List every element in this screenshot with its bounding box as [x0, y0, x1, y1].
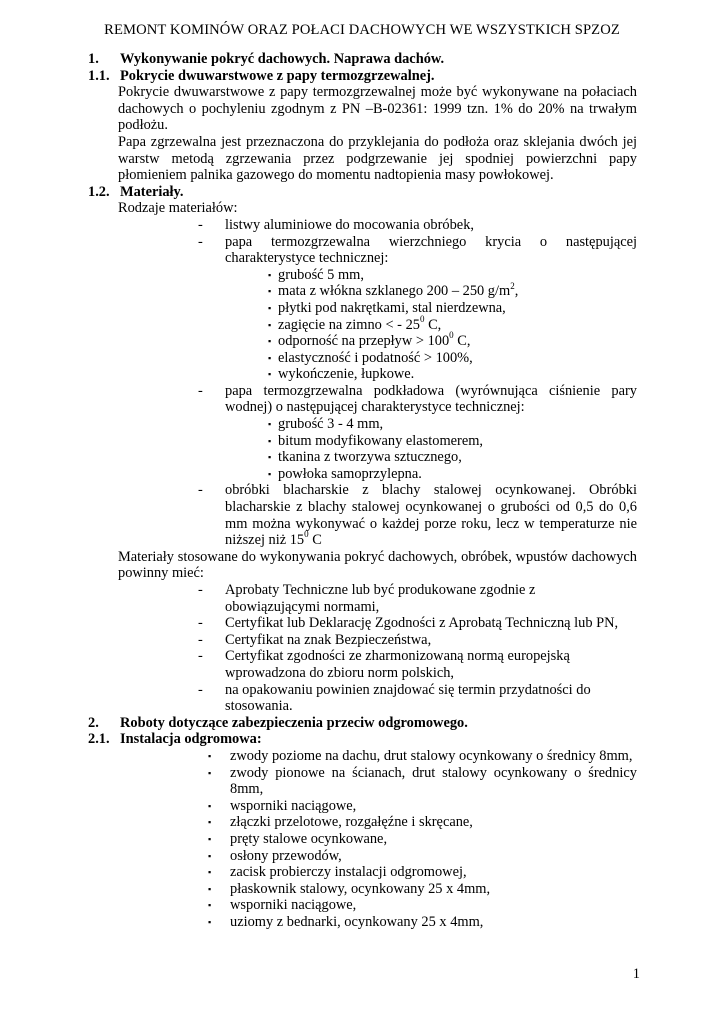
sub-list-item-text: elastyczność i podatność > 100%, — [278, 349, 473, 366]
text: obróbki blacharskie z blachy stalowej ocynkowanej. Obróbki blacharskie z blachy stalowej ocynkowanej o grubości od 0,5 do 0,6 mm można wykonywać o każdej porze roku, lecz w temperaturze nie niższej niż 15 — [225, 482, 637, 549]
list-item-text: Certyfikat na znak Bezpieczeństwa, — [225, 631, 432, 648]
section-title: Roboty dotyczące zabezpieczenia przeciw odgromowego. — [120, 714, 468, 731]
section-number: 2. — [88, 714, 99, 731]
section-2-heading — [88, 715, 637, 732]
square-bullet-icon: ▪ — [208, 916, 212, 927]
list-item — [208, 814, 637, 831]
list-item-text: pręty stalowe ocynkowane, — [230, 830, 388, 847]
list-item — [208, 848, 637, 865]
sub-list-item-text — [278, 330, 637, 350]
text: C, — [453, 333, 471, 350]
square-bullet-icon: ▪ — [208, 800, 212, 811]
list-item — [208, 748, 637, 765]
sub-list-item — [268, 267, 637, 284]
square-bullet-icon: ▪ — [208, 750, 212, 761]
square-bullet-icon: ▪ — [268, 352, 272, 363]
section-title: Wykonywanie pokryć dachowych. Naprawa dachów. — [120, 51, 445, 67]
list-item — [196, 632, 637, 649]
list-item-text: wsporniki naciągowe, — [230, 797, 357, 814]
sub-list-item-text: powłoka samoprzylepna. — [278, 465, 422, 482]
sub-list-item — [268, 449, 637, 466]
dash-marker: - — [198, 631, 203, 648]
list-item-text: zwody poziome na dachu, drut stalowy ocynkowany o średnicy 8mm, — [230, 747, 633, 764]
square-bullet-icon: ▪ — [208, 850, 212, 861]
list-item — [196, 648, 637, 681]
sub-list-item — [268, 366, 637, 383]
square-bullet-icon: ▪ — [268, 286, 272, 297]
text: mata z włókna szklanego 200 – 250 g/m — [278, 283, 511, 300]
list-item-text: zacisk probierczy instalacji odgromowej, — [230, 864, 467, 881]
list-item — [208, 864, 637, 881]
list-item-text: Certyfikat zgodności ze zharmonizowaną normą europejską wprowadzona do zbioru norm polskich, — [225, 648, 570, 681]
page-header: REMONT KOMINÓW ORAZ POŁACI DACHOWYCH WE WSZYSTKICH SPZOZ — [104, 22, 620, 38]
paragraph: Materiały stosowane do wykonywania pokryć dachowych, obróbek, wpustów dachowych powinny mieć: — [118, 548, 637, 582]
list-item — [196, 482, 637, 548]
sub-list-item — [268, 330, 637, 350]
square-bullet-icon: ▪ — [268, 319, 272, 330]
dash-marker: - — [198, 615, 203, 632]
dash-marker: - — [198, 582, 203, 598]
list-item — [196, 234, 637, 267]
square-bullet-icon: ▪ — [268, 369, 272, 380]
superscript: 0 — [419, 313, 425, 324]
dash-marker: - — [198, 482, 203, 499]
text: zagięcie na zimno < - 25 — [278, 316, 420, 333]
list-item-text: wsporniki naciągowe, — [230, 897, 357, 914]
sub-list-item-text — [278, 280, 637, 300]
sub-list-item — [268, 300, 637, 317]
lightning-protection-list — [88, 748, 637, 931]
section-1-2-heading — [88, 184, 637, 201]
list-item — [196, 615, 637, 632]
list-item-text: Aprobaty Techniczne lub być produkowane zgodnie z obowiązującymi normami, — [225, 582, 536, 615]
list-item — [208, 765, 637, 798]
list-item-text: złączki przelotowe, rozgałęźne i skręcane, — [230, 814, 473, 831]
list-item — [196, 217, 637, 234]
section-title: Materiały. — [120, 183, 184, 200]
sub-list-item-text: tkanina z tworzywa sztucznego, — [278, 449, 462, 466]
page-number: 1 — [632, 966, 640, 982]
dash-marker: - — [198, 216, 203, 233]
text: C, — [424, 316, 442, 333]
section-number: 1.1. — [88, 67, 110, 84]
sub-list-item — [268, 416, 637, 433]
section-title: Instalacja odgromowa: — [120, 731, 262, 748]
square-bullet-icon: ▪ — [208, 767, 212, 778]
section-2-1-heading — [88, 731, 637, 748]
sub-list-item-text: grubość 5 mm, — [278, 266, 364, 283]
sub-list-item-text — [278, 313, 637, 334]
list-item — [196, 582, 637, 615]
square-bullet-icon: ▪ — [208, 883, 212, 894]
square-bullet-icon: ▪ — [208, 867, 212, 878]
square-bullet-icon: ▪ — [268, 336, 272, 347]
square-bullet-icon: ▪ — [208, 817, 212, 828]
dash-marker: - — [198, 648, 203, 665]
sub-list-item-text: wykończenie, łupkowe. — [278, 366, 415, 383]
square-bullet-icon: ▪ — [268, 269, 272, 280]
square-bullet-icon: ▪ — [208, 900, 212, 911]
square-bullet-icon: ▪ — [268, 468, 272, 479]
section-number: 1.2. — [88, 183, 110, 200]
list-item-text: uziomy z bednarki, ocynkowany 25 x 4mm, — [230, 913, 484, 930]
paragraph: Pokrycie dwuwarstwowe z papy termozgrzewalnej może być wykonywane na połaciach dachowych o pochyleniu zgodnym z PN –B-02361: 1999 tzn. 1% do 20% na trwałym podłożu. — [118, 84, 637, 134]
paragraph: Papa zgrzewalna jest przeznaczona do przyklejania do podłoża oraz sklejania dwóch jej warstw metodą zgrzewania przez podgrzewanie jej spodniej powierzchni papy płomieniem palnika gazowego do momentu nadtopienia masy powłokowej. — [118, 133, 637, 184]
list-item — [208, 881, 637, 898]
square-bullet-icon: ▪ — [268, 452, 272, 463]
text: odporność na przepływ > 100 — [278, 333, 450, 350]
list-item-text: papa termozgrzewalna podkładowa (wyrównująca ciśnienie pary wodnej) o następującej charakterystyce technicznej: — [225, 382, 637, 416]
list-item-text: Certyfikat lub Deklarację Zgodności z Aprobatą Techniczną lub PN, — [225, 615, 619, 632]
document-body — [88, 51, 637, 930]
list-item-text: osłony przewodów, — [230, 847, 342, 864]
list-item — [208, 831, 637, 848]
section-title: Pokrycie dwuwarstwowe z papy termozgrzewalnej. — [120, 67, 435, 84]
sub-list-item — [268, 280, 637, 300]
text: , — [514, 283, 519, 300]
section-number: 2.1. — [88, 731, 110, 748]
text: C — [308, 532, 322, 549]
list-item-text: listwy aluminiowe do mocowania obróbek, — [225, 216, 474, 233]
sub-list-item-text: grubość 3 - 4 mm, — [278, 416, 384, 433]
sub-list-item — [268, 466, 637, 483]
section-1-1-heading — [88, 68, 637, 85]
list-item — [196, 682, 637, 715]
sub-list-item — [268, 350, 637, 367]
superscript: 2 — [510, 280, 515, 291]
superscript: 0 — [449, 330, 454, 341]
sub-list-item — [268, 433, 637, 450]
list-item — [196, 383, 637, 416]
list-item — [208, 914, 637, 931]
list-item — [208, 798, 637, 815]
list-item-text: na opakowaniu powinien znajdować się termin przydatności do stosowania. — [225, 681, 591, 715]
paragraph: Rodzaje materiałów: — [118, 200, 238, 217]
dash-marker: - — [198, 233, 203, 250]
sub-list-item-text: bitum modyfikowany elastomerem, — [278, 432, 484, 449]
list-item-text: zwody pionowe na ścianach, drut stalowy ocynkowany o średnicy 8mm, — [230, 764, 637, 798]
list-item — [208, 897, 637, 914]
section-number: 1. — [88, 51, 99, 67]
section-1-heading — [88, 51, 637, 68]
square-bullet-icon: ▪ — [268, 435, 272, 446]
sub-list-item-text: płytki pod nakrętkami, stal nierdzewna, — [278, 299, 506, 316]
list-item-text: płaskownik stalowy, ocynkowany 25 x 4mm, — [230, 880, 491, 897]
superscript: 0 — [304, 529, 309, 540]
list-item-text: papa termozgrzewalna wierzchniego krycia o następującej charakterystyce technicznej: — [225, 233, 637, 267]
list-item-text — [225, 482, 637, 548]
dash-marker: - — [198, 382, 203, 399]
square-bullet-icon: ▪ — [268, 302, 272, 313]
dash-marker: - — [198, 681, 203, 698]
square-bullet-icon: ▪ — [208, 833, 212, 844]
square-bullet-icon: ▪ — [268, 419, 272, 430]
